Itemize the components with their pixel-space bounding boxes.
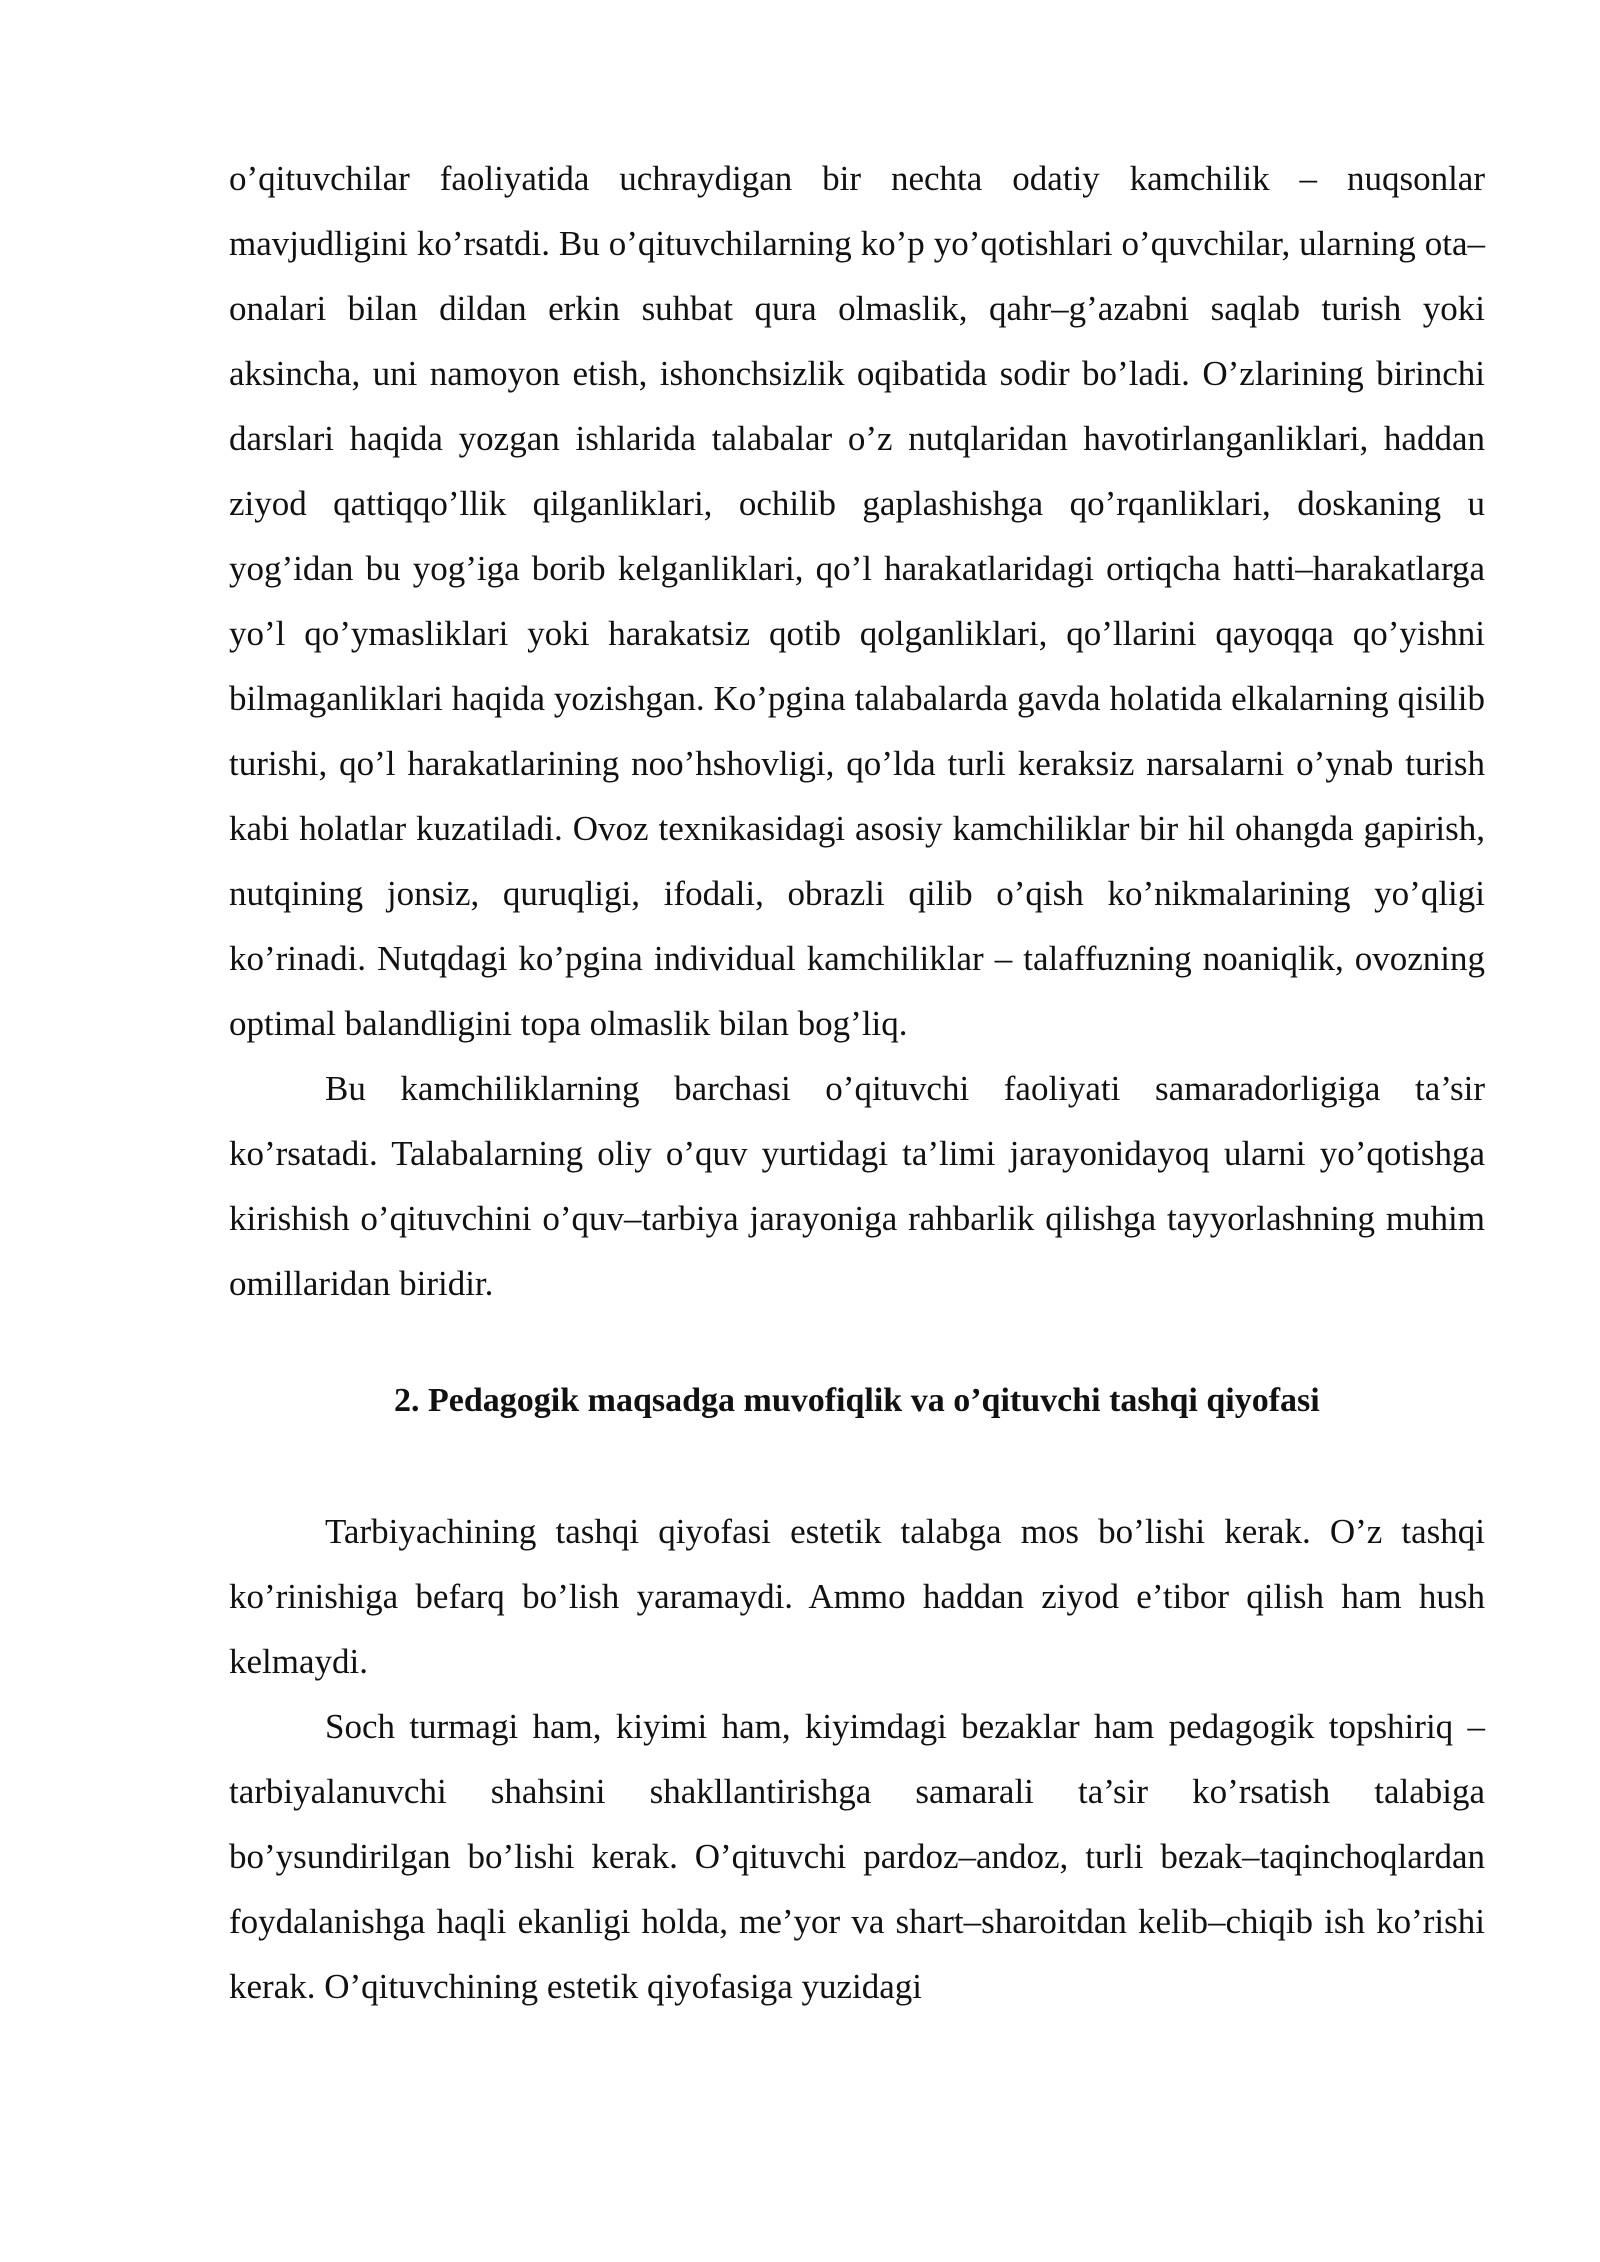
body-paragraph: Soch turmagi ham, kiyimi ham, kiyimdagi bezaklar ham pedagogik topshiriq – tarbiyalanuvchi shahsini shakllantirishga samarali ta’sir ko’rsatish talabiga bo’ysundirilgan bo’lishi kerak. O’qituvchi pardoz–andoz, turli bezak–taqinchoqlardan foydalanishga haqli ekanligi holda, me’yor va shart–sharoitdan kelib–chiqib ish ko’rishi kerak. O’qituvchining estetik qiyofasiga yuzidagi bbox=[229, 1707, 1485, 2006]
body-paragraph: o’qituvchilar faoliyatida uchraydigan bir nechta odatiy kamchilik – nuqsonlar mavjudligini ko’rsatdi. Bu o’qituvchilarning ko’p yo’qotishlari o’quvchilar, ularning ota–onalari bilan dildan erkin suhbat qura olmaslik, qahr–g’azabni saqlab turish yoki aksincha, uni namoyon etish, ishonchsizlik oqibatida sodir bo’ladi. O’zlarining birinchi darslari haqida yozgan ishlarida talabalar o’z nutqlaridan havotirlanganliklari, haddan ziyod qattiqqo’llik qilganliklari, ochilib gaplashishga qo’rqanliklari, doskaning u yog’idan bu yog’iga borib kelganliklari, qo’l harakatlaridagi ortiqcha hatti–harakatlarga yo’l qo’ymasliklari yoki harakatsiz qotib qolganliklari, qo’llarini qayoqqa qo’yishni bilmaganliklari haqida yozishgan. Ko’pgina talabalarda gavda holatida elkalarning qisilib turishi, qo’l harakatlarining noo’hshovligi, qo’lda turli keraksiz narsalarni o’ynab turish kabi holatlar kuzatiladi. Ovoz texnikasidagi asosiy kamchiliklar bir hil ohangda gapirish, nutqining jonsiz, quruqligi, ifodali, obrazli qilib o’qish ko’nikmalarining yo’qligi ko’rinadi. Nutqdagi ko’pgina individual kamchiliklar – talaffuzning noaniqlik, ovozning optimal balandligini topa olmaslik bilan bog’liq. bbox=[229, 159, 1485, 1043]
body-paragraph: Bu kamchiliklarning barchasi o’qituvchi faoliyati samaradorligiga ta’sir ko’rsatadi. Talabalarning oliy o’quv yurtidagi ta’limi jarayonidayoq ularni yo’qotishga kirishish o’qituvchini o’quv–tarbiya jarayoniga rahbarlik qilishga tayyorlashning muhim omillaridan biridir. bbox=[229, 1069, 1485, 1303]
document-page bbox=[229, 146, 1485, 2019]
body-paragraph: Tarbiyachining tashqi qiyofasi estetik talabga mos bo’lishi kerak. O’z tashqi ko’rinishiga befarq bo’lish yaramaydi. Ammo haddan ziyod e’tibor qilish ham hush kelmaydi. bbox=[229, 1512, 1485, 1681]
section-heading: 2. Pedagogik maqsadga muvofiqlik va o’qituvchi tashqi qiyofasi bbox=[394, 1382, 1320, 1419]
